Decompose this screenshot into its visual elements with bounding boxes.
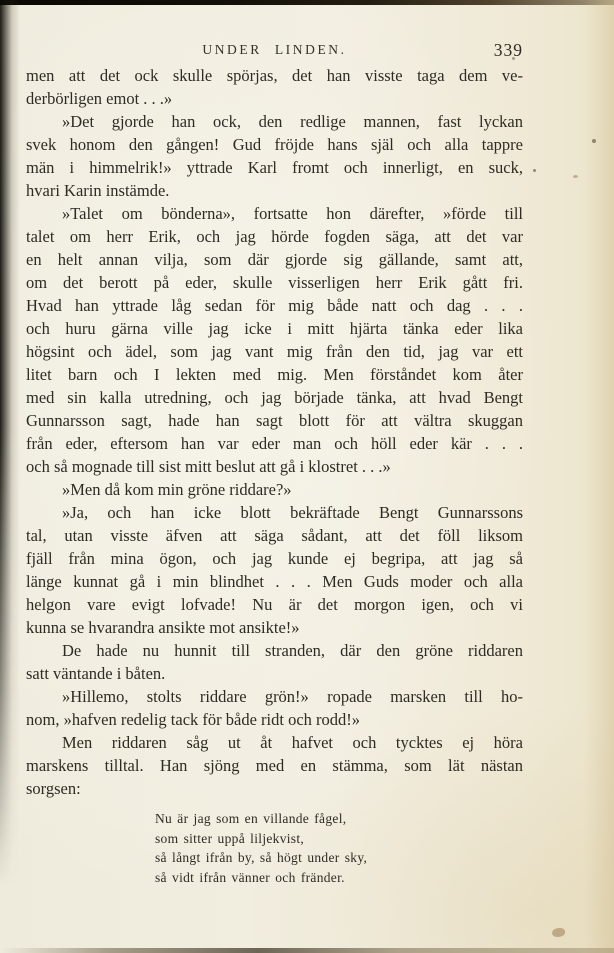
text-line: hvari Karin instämde.: [26, 181, 170, 200]
paper-speck: [533, 169, 536, 172]
verse-line: som sitter uppå liljekvist,: [155, 830, 305, 846]
text-line: De hade nu hunnit till stranden, där den gröne riddaren: [62, 641, 523, 660]
text-line: »Ja, och han icke blott bekräftade Bengt Gunnarssons: [62, 503, 523, 522]
text-line: högsint och ädel, som jag vant mig från den tid, jag var ett: [26, 342, 523, 361]
text-line: Gunnarsson sagt, hade han sagt blott för att vältra skuggan: [26, 411, 523, 430]
text-line: från eder, eftersom han var eder man och höll eder kär . . .: [26, 434, 523, 453]
paper-speck: [592, 139, 596, 143]
text-line: fjäll från mina ögon, och jag kunde ej begripa, att jag så: [26, 549, 523, 568]
scan-edge-bottom: [0, 948, 614, 953]
verse: [155, 809, 367, 887]
text-line: länge kunnat gå i min blindhet . . . Men Guds moder och alla: [26, 572, 523, 591]
text-line: om det berott på eder, skulle visserligen herr Erik gått fri.: [26, 273, 523, 292]
paper-stain: [552, 928, 565, 937]
text-line: med sin kalla utredning, och jag började tänka, att hvad Bengt: [26, 388, 523, 407]
page-number: 339: [493, 40, 523, 60]
verse-line: Nu är jag som en villande fågel,: [155, 811, 347, 826]
text-line: helgon vare evigt lofvade! Nu är det morgon igen, och vi: [26, 595, 523, 614]
text-line: »Hillemo, stolts riddare grön!» ropade marsken till ho-: [62, 687, 523, 706]
text-line: talet om herr Erik, och jag hörde fogden säga, att det var: [26, 227, 523, 246]
text-line: kunna se hvarandra ansikte mot ansikte!»: [26, 618, 300, 637]
body-text: [26, 64, 523, 800]
text-line: Hvad han yttrade låg sedan för mig både natt och dag . . .: [26, 296, 523, 315]
text-line: men att det ock skulle spörjas, det han visste taga dem ve-: [26, 66, 523, 85]
text-line: Men riddaren såg ut åt hafvet och tycktes ej höra: [62, 733, 523, 752]
text-line: svek honom den gången! Gud fröjde hans själ och alla tappre: [26, 135, 523, 154]
text-line: derbörligen emot . . .»: [26, 89, 173, 108]
text-line: tal, utan visste äfven att säga sådant, att det föll liksom: [26, 526, 523, 545]
text-line: litet barn och I lekten med mig. Men förståndet kom åter: [26, 365, 523, 384]
text-line: »Men då kom min gröne riddare?»: [62, 480, 292, 499]
page-header: [26, 40, 523, 62]
running-title: UNDER LINDEN.: [202, 42, 347, 57]
text-line: »Det gjorde han ock, den redlige mannen, fast lyckan: [62, 112, 523, 131]
verse-line: så långt ifrån by, så högt under sky,: [155, 850, 368, 865]
binding-shadow: [0, 0, 20, 953]
text-line: och så mognade till sist mitt beslut att gå i klostret . . .»: [26, 457, 391, 476]
page-curl-shading: [584, 0, 614, 953]
text-line: nom, »hafven redelig tack för både ridt och rodd!»: [26, 710, 361, 729]
text-line: marskens tilltal. Han sjöng med en stämma, som lät nästan: [26, 756, 523, 775]
paper-speck: [573, 175, 578, 178]
text-line: och huru gärna ville jag icke i mitt hjärta tänka eder lika: [26, 319, 523, 338]
text-line: en helt annan vilja, som där gjorde sig gällande, samt att,: [26, 250, 523, 269]
text-line: »Talet om bönderna», fortsatte hon därefter, »förde till: [62, 204, 523, 223]
scan-edge-top: [0, 0, 614, 5]
text-line: män i himmelrik!» yttrade Karl fromt och innerligt, en suck,: [26, 158, 523, 177]
verse-line: så vidt ifrån vänner och fränder.: [155, 869, 345, 885]
text-line: sorgsen:: [26, 779, 81, 798]
text-line: satt väntande i båten.: [26, 664, 166, 683]
